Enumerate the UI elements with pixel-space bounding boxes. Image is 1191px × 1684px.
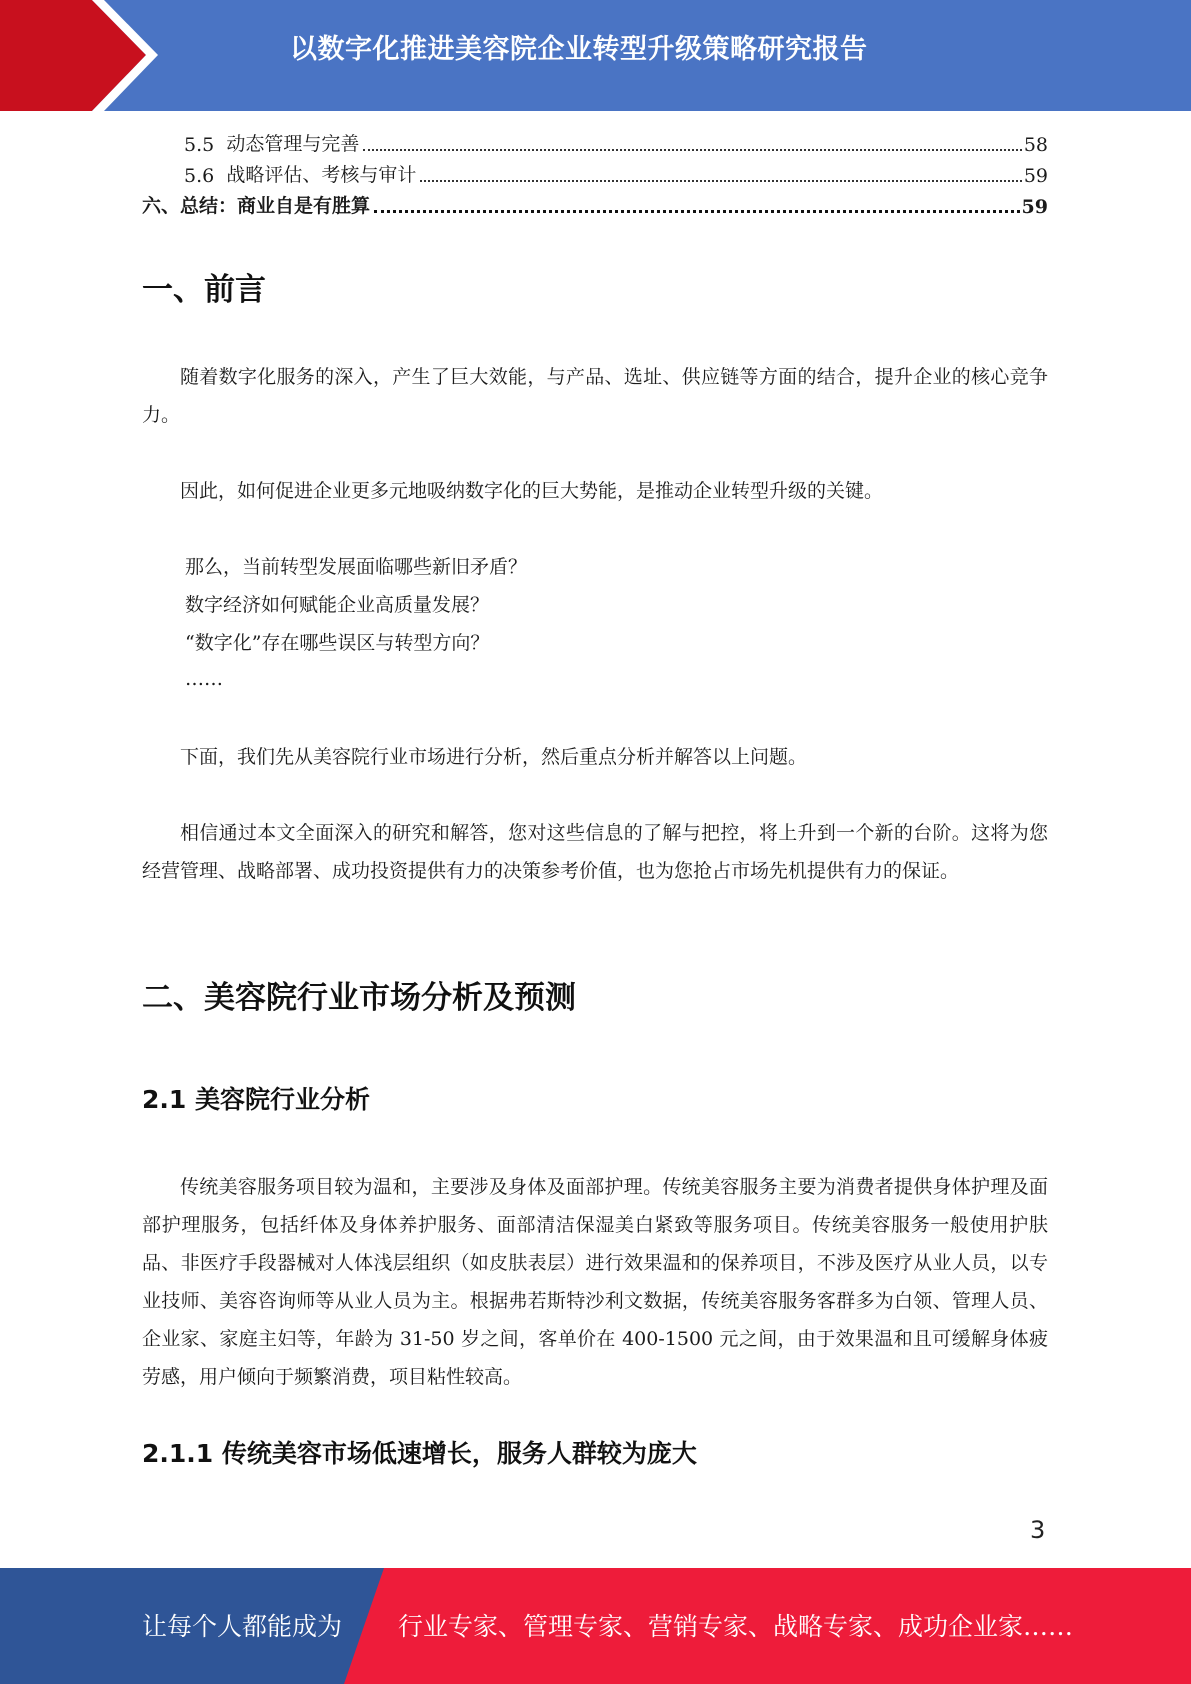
- paragraph: 传统美容服务项目较为温和，主要涉及身体及面部护理。传统美容服务主要为消费者提供身体护理及面部护理服务，包括纤体及身体养护服务、面部清洁保湿美白紧致等服务项目。传统美容服务一般使用护肤品、非医疗手段器械对人体浅层组织（如皮肤表层）进行效果温和的保养项目，不涉及医疗从业人员，以专业技师、美容咨询师等从业人员为主。根据弗若斯特沙利文数据，传统美容服务客群多为白领、管理人员、企业家、家庭主妇等，年龄为 31-50 岁之间，客单价在 400-1500 元之间，由于效果温和且可缓解身体疲劳感，用户倾向于频繁消费，项目粘性较高。: [142, 1176, 1048, 1388]
- toc-leader-dots: [374, 210, 1020, 213]
- toc-entry-page: 59: [1023, 165, 1048, 187]
- toc-entry-page: 58: [1023, 134, 1048, 156]
- toc-entry[interactable]: [142, 159, 1048, 187]
- page-header: [0, 0, 1191, 111]
- ellipsis-line: ……: [185, 668, 223, 690]
- footer-slogan-left: 让每个人都能成为: [142, 1612, 343, 1641]
- paragraph: 随着数字化服务的深入，产生了巨大效能，与产品、选址、供应链等方面的结合，提升企业的核心竞争力。: [142, 366, 1048, 426]
- toc-entry-title: 战略评估、考核与审计: [226, 164, 417, 186]
- toc-leader-dots: [420, 180, 1021, 182]
- paragraph: 因此，如何促进企业更多元地吸纳数字化的巨大势能，是推动企业转型升级的关键。: [180, 480, 884, 502]
- toc-entry[interactable]: [142, 190, 1048, 218]
- page-footer: [0, 1568, 1191, 1684]
- toc-entry-number: 5.6: [184, 165, 215, 187]
- section-heading: 一、前言: [142, 272, 266, 308]
- subsection-heading: 2.1.1 传统美容市场低速增长，服务人群较为庞大: [142, 1439, 697, 1468]
- toc-entry[interactable]: [142, 128, 1048, 156]
- header-title: 以数字化推进美容院企业转型升级策略研究报告: [290, 34, 868, 65]
- toc-entry-number: 5.5: [184, 134, 215, 156]
- footer-slogan-right: 行业专家、管理专家、营销专家、战略专家、成功企业家……: [398, 1612, 1074, 1641]
- toc-entry-title: 总结：商业自是有胜算: [180, 195, 371, 217]
- question-line: 数字经济如何赋能企业高质量发展？: [185, 594, 490, 616]
- question-line: 那么，当前转型发展面临哪些新旧矛盾？: [185, 556, 528, 578]
- paragraph: 下面，我们先从美容院行业市场进行分析，然后重点分析并解答以上问题。: [180, 746, 808, 768]
- section-heading: 二、美容院行业市场分析及预测: [142, 980, 576, 1016]
- page-number: 3: [1030, 1516, 1046, 1544]
- question-line: “数字化”存在哪些误区与转型方向？: [185, 632, 490, 654]
- toc-entry-number: 六、: [142, 195, 181, 217]
- toc-leader-dots: [363, 149, 1021, 151]
- subsection-heading: 2.1 美容院行业分析: [142, 1085, 370, 1114]
- toc-entry-page: 59: [1021, 196, 1048, 218]
- toc-entry-title: 动态管理与完善: [226, 133, 360, 155]
- paragraph: 相信通过本文全面深入的研究和解答，您对这些信息的了解与把控，将上升到一个新的台阶。这将为您经营管理、战略部署、成功投资提供有力的决策参考价值，也为您抢占市场先机提供有力的保证。: [142, 822, 1048, 882]
